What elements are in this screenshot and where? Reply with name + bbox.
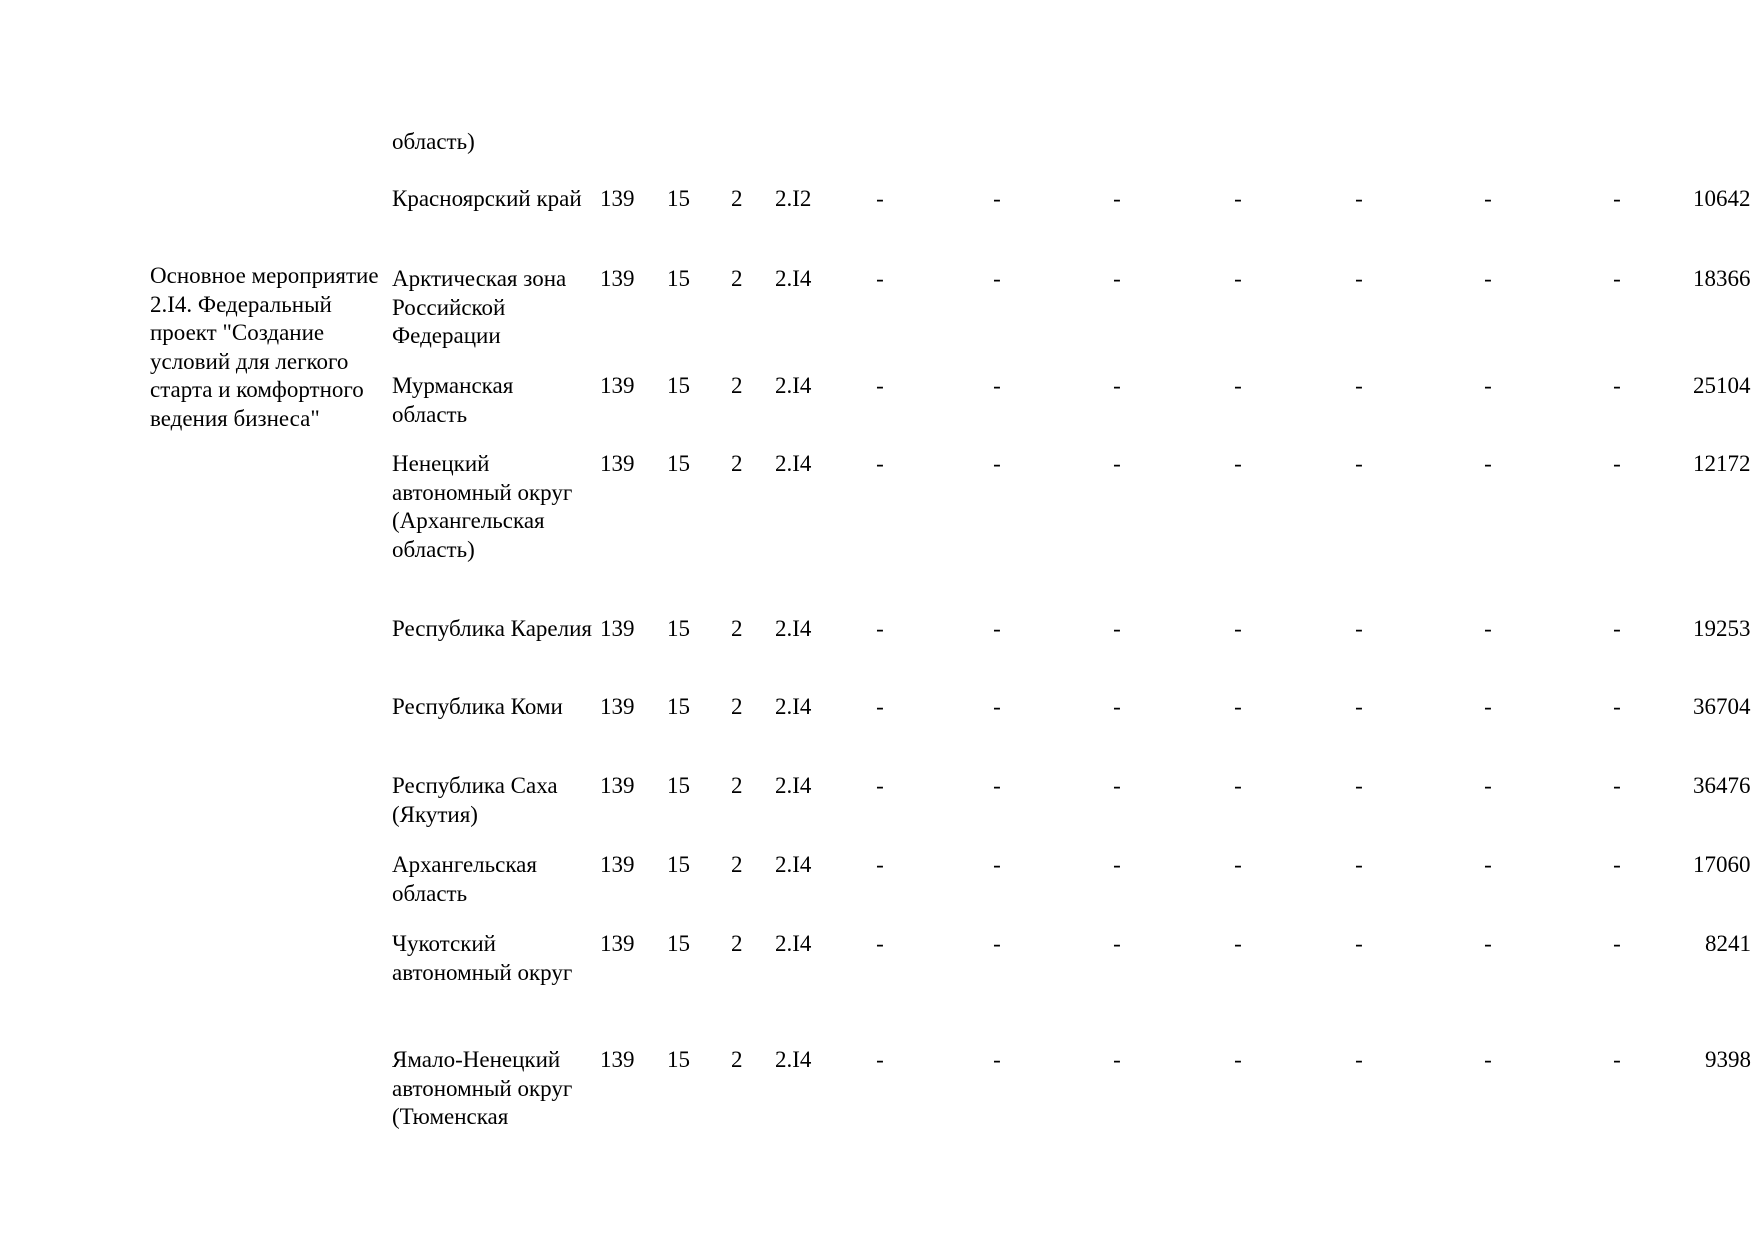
- empty-value: -: [1355, 451, 1363, 476]
- empty-value: -: [993, 773, 1001, 798]
- code-program: 15: [667, 852, 690, 877]
- empty-value: -: [1355, 373, 1363, 398]
- amount-value: 19253: [1693, 616, 1751, 641]
- code-measure: 2.I4: [775, 616, 812, 641]
- empty-value: -: [993, 373, 1001, 398]
- code-program: 15: [667, 931, 690, 956]
- empty-value: -: [1484, 852, 1492, 877]
- empty-value: -: [1234, 616, 1242, 641]
- empty-value: -: [1613, 373, 1621, 398]
- region-continuation: область): [392, 129, 475, 154]
- empty-value: -: [1234, 694, 1242, 719]
- region-name: Красноярский край: [392, 186, 582, 211]
- code-ministry: 139: [600, 694, 635, 719]
- empty-value: -: [1484, 616, 1492, 641]
- empty-value: -: [1113, 931, 1121, 956]
- amount-value: 25104: [1693, 373, 1751, 398]
- code-ministry: 139: [600, 186, 635, 211]
- region-name: Республика Саха (Якутия): [392, 773, 558, 827]
- empty-value: -: [1613, 852, 1621, 877]
- empty-value: -: [1113, 1047, 1121, 1072]
- empty-value: -: [1355, 266, 1363, 291]
- empty-value: -: [876, 694, 884, 719]
- code-program: 15: [667, 266, 690, 291]
- empty-value: -: [1113, 266, 1121, 291]
- amount-value: 8241: [1705, 931, 1751, 956]
- code-subprogram: 2: [731, 931, 743, 956]
- amount-value: 36704: [1693, 694, 1751, 719]
- code-measure: 2.I4: [775, 694, 812, 719]
- empty-value: -: [1484, 451, 1492, 476]
- code-subprogram: 2: [731, 616, 743, 641]
- empty-value: -: [1355, 931, 1363, 956]
- empty-value: -: [1234, 773, 1242, 798]
- code-measure: 2.I4: [775, 773, 812, 798]
- empty-value: -: [1113, 451, 1121, 476]
- empty-value: -: [1113, 373, 1121, 398]
- empty-value: -: [993, 266, 1001, 291]
- region-name: Ненецкий автономный округ (Архангельская область): [392, 451, 573, 562]
- code-subprogram: 2: [731, 266, 743, 291]
- empty-value: -: [1234, 931, 1242, 956]
- empty-value: -: [1234, 186, 1242, 211]
- region-name: Арктическая зона Российской Федерации: [392, 266, 567, 348]
- empty-value: -: [1355, 773, 1363, 798]
- empty-value: -: [993, 451, 1001, 476]
- empty-value: -: [1234, 373, 1242, 398]
- empty-value: -: [876, 931, 884, 956]
- code-program: 15: [667, 1047, 690, 1072]
- empty-value: -: [1113, 773, 1121, 798]
- empty-value: -: [1234, 852, 1242, 877]
- region-name: Республика Коми: [392, 694, 563, 719]
- empty-value: -: [1613, 451, 1621, 476]
- code-program: 15: [667, 773, 690, 798]
- region-name: Мурманская область: [392, 373, 514, 427]
- empty-value: -: [1355, 1047, 1363, 1072]
- code-ministry: 139: [600, 373, 635, 398]
- code-measure: 2.I4: [775, 266, 812, 291]
- empty-value: -: [1484, 931, 1492, 956]
- empty-value: -: [1484, 773, 1492, 798]
- code-subprogram: 2: [731, 773, 743, 798]
- empty-value: -: [993, 1047, 1001, 1072]
- empty-value: -: [876, 373, 884, 398]
- empty-value: -: [993, 616, 1001, 641]
- empty-value: -: [1613, 616, 1621, 641]
- empty-value: -: [1484, 694, 1492, 719]
- empty-value: -: [1234, 1047, 1242, 1072]
- code-program: 15: [667, 186, 690, 211]
- code-program: 15: [667, 694, 690, 719]
- empty-value: -: [1613, 931, 1621, 956]
- empty-value: -: [1355, 852, 1363, 877]
- region-name: Чукотский автономный округ: [392, 931, 573, 985]
- code-measure: 2.I4: [775, 931, 812, 956]
- code-ministry: 139: [600, 266, 635, 291]
- empty-value: -: [993, 931, 1001, 956]
- code-ministry: 139: [600, 1047, 635, 1072]
- empty-value: -: [876, 616, 884, 641]
- code-measure: 2.I4: [775, 852, 812, 877]
- code-ministry: 139: [600, 451, 635, 476]
- code-measure: 2.I4: [775, 451, 812, 476]
- empty-value: -: [1484, 1047, 1492, 1072]
- empty-value: -: [1234, 266, 1242, 291]
- amount-value: 17060: [1693, 852, 1751, 877]
- empty-value: -: [993, 694, 1001, 719]
- empty-value: -: [1613, 186, 1621, 211]
- empty-value: -: [1484, 373, 1492, 398]
- amount-value: 12172: [1693, 451, 1751, 476]
- code-measure: 2.I2: [775, 186, 812, 211]
- empty-value: -: [1613, 773, 1621, 798]
- empty-value: -: [1355, 694, 1363, 719]
- code-program: 15: [667, 616, 690, 641]
- empty-value: -: [1613, 266, 1621, 291]
- code-subprogram: 2: [731, 373, 743, 398]
- empty-value: -: [1613, 694, 1621, 719]
- code-subprogram: 2: [731, 186, 743, 211]
- code-subprogram: 2: [731, 694, 743, 719]
- amount-value: 9398: [1705, 1047, 1751, 1072]
- region-name: Архангельская область: [392, 852, 537, 906]
- code-program: 15: [667, 451, 690, 476]
- code-program: 15: [667, 373, 690, 398]
- region-name: Республика Карелия: [392, 616, 593, 641]
- code-subprogram: 2: [731, 852, 743, 877]
- empty-value: -: [876, 451, 884, 476]
- code-ministry: 139: [600, 773, 635, 798]
- code-ministry: 139: [600, 931, 635, 956]
- code-measure: 2.I4: [775, 1047, 812, 1072]
- code-subprogram: 2: [731, 451, 743, 476]
- empty-value: -: [876, 852, 884, 877]
- empty-value: -: [1613, 1047, 1621, 1072]
- empty-value: -: [1113, 616, 1121, 641]
- empty-value: -: [993, 852, 1001, 877]
- code-measure: 2.I4: [775, 373, 812, 398]
- code-subprogram: 2: [731, 1047, 743, 1072]
- amount-value: 10642: [1693, 186, 1751, 211]
- empty-value: -: [876, 266, 884, 291]
- empty-value: -: [993, 186, 1001, 211]
- code-ministry: 139: [600, 616, 635, 641]
- amount-value: 36476: [1693, 773, 1751, 798]
- empty-value: -: [1113, 694, 1121, 719]
- empty-value: -: [1355, 186, 1363, 211]
- amount-value: 18366: [1693, 266, 1751, 291]
- empty-value: -: [876, 1047, 884, 1072]
- code-ministry: 139: [600, 852, 635, 877]
- empty-value: -: [1355, 616, 1363, 641]
- empty-value: -: [1113, 186, 1121, 211]
- region-name: Ямало-Ненецкий автономный округ (Тюменская: [392, 1047, 573, 1129]
- empty-value: -: [1484, 266, 1492, 291]
- empty-value: -: [1484, 186, 1492, 211]
- empty-value: -: [1113, 852, 1121, 877]
- empty-value: -: [876, 773, 884, 798]
- measure-title: Основное мероприятие 2.I4. Федеральный проект "Создание условий для легкого старта и комфортного ведения бизнеса": [150, 263, 379, 431]
- empty-value: -: [876, 186, 884, 211]
- empty-value: -: [1234, 451, 1242, 476]
